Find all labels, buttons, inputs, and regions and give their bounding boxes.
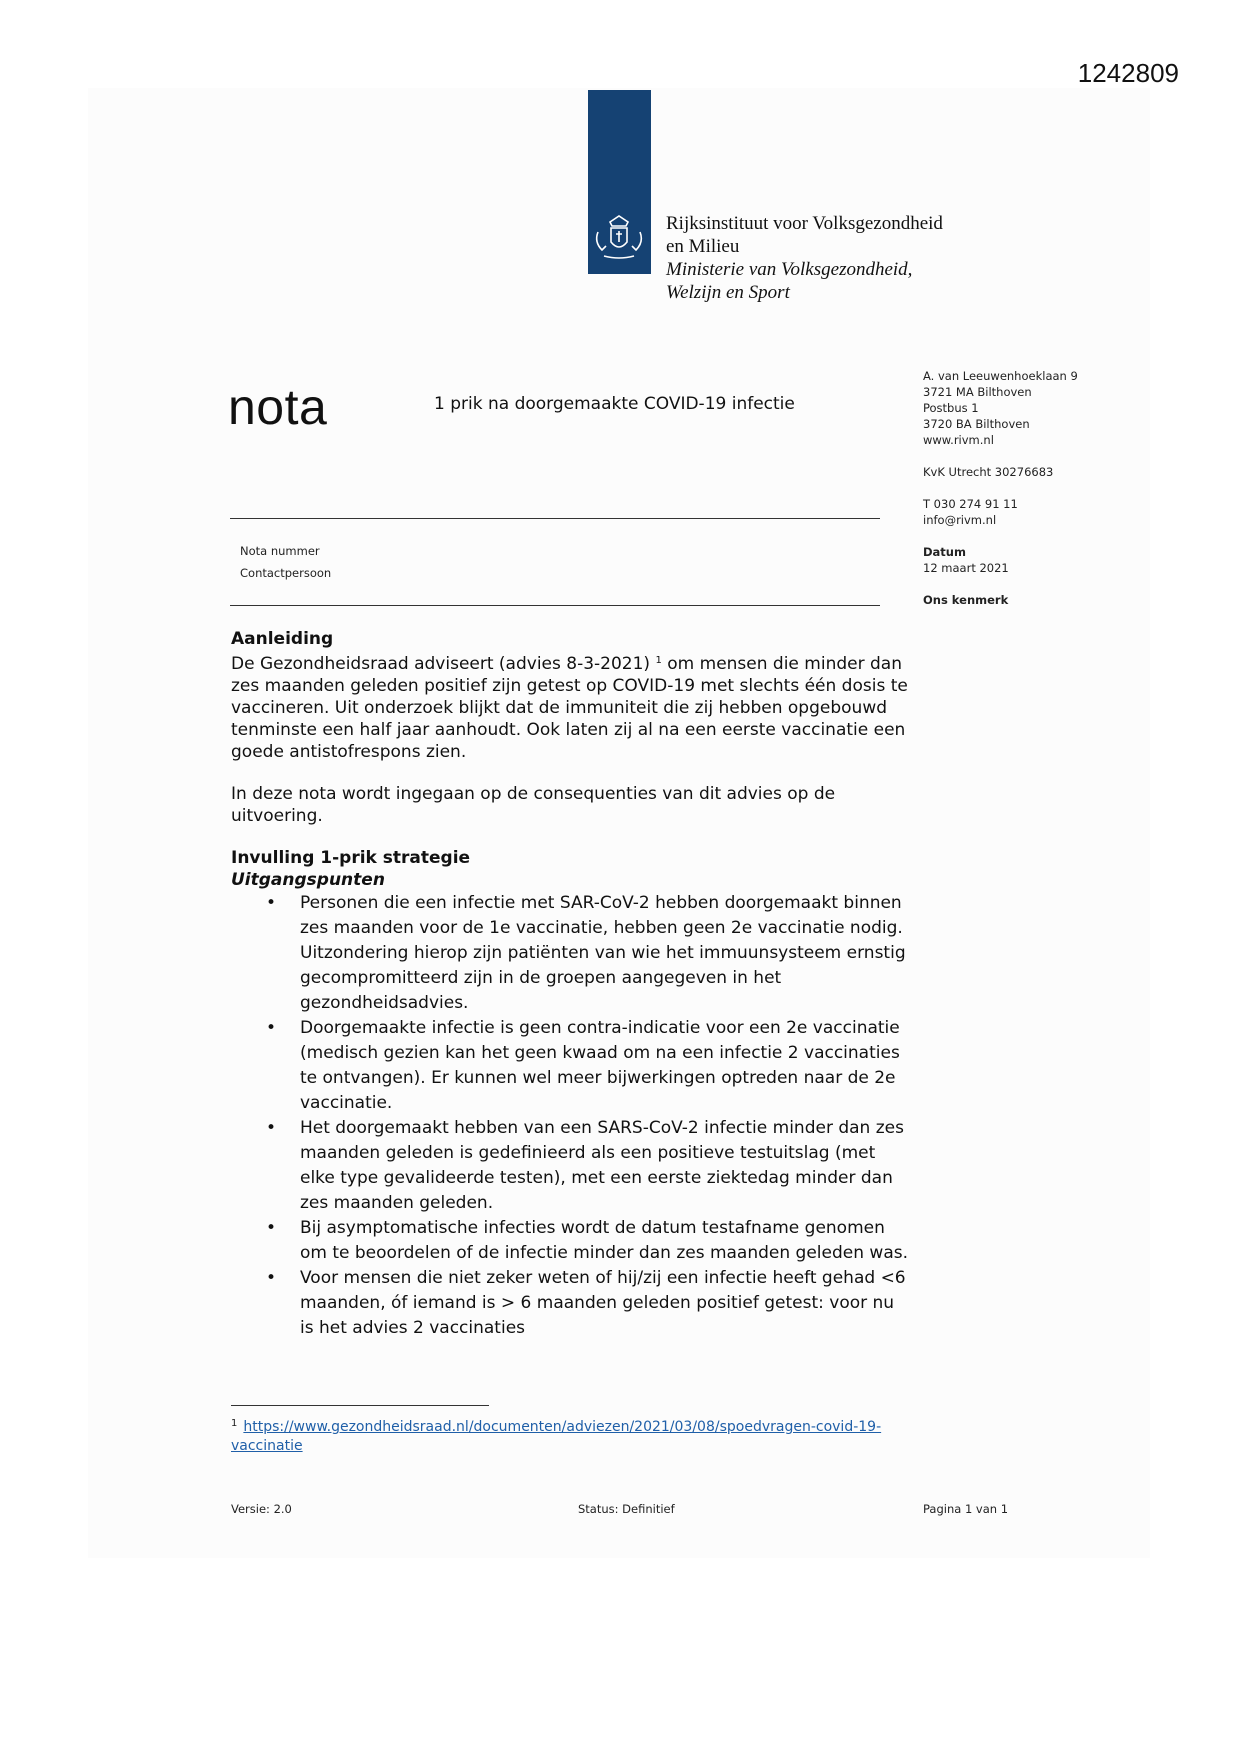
- crest-icon: [590, 212, 648, 262]
- nota-title: 1 prik na doorgemaakte COVID-19 infectie: [434, 394, 795, 414]
- list-item: • Het doorgemaakt hebben van een SARS-CoV-2 infectie minder dan zes maanden geleden is gedefinieerd als een positieve testuitslag (met elke type gevalideerde testen), met een eerste ziektedag minder dan zes maanden geleden.: [300, 1116, 911, 1216]
- organization-name-line1: Rijksinstituut voor Volksgezondheid: [666, 213, 943, 234]
- list-item: • Voor mensen die niet zeker weten of hij/zij een infectie heeft gehad <6 maanden, óf iemand is > 6 maanden geleden positief getest: voor nu is het advies 2 vaccinaties: [300, 1266, 911, 1341]
- footnote-number: 1: [231, 1418, 238, 1429]
- document-id: 1242809: [1077, 58, 1179, 88]
- address-street: A. van Leeuwenhoeklaan 9: [923, 369, 1078, 383]
- body-text: [231, 628, 911, 1341]
- address-postbus: Postbus 1: [923, 401, 979, 415]
- phone-number: T 030 274 91 11: [923, 497, 1018, 511]
- website-link[interactable]: www.rivm.nl: [923, 433, 994, 447]
- list-item: • Bij asymptomatische infecties wordt de datum testafname genomen om te beoordelen of de infectie minder dan zes maanden geleden was.: [300, 1216, 911, 1266]
- footnote-link[interactable]: https://www.gezondheidsraad.nl/documenten/adviezen/2021/03/08/spoedvragen-covid-19-vaccinatie: [231, 1419, 882, 1454]
- footer-status: Status: Definitief: [578, 1502, 675, 1516]
- ministry-name-line1: Ministerie van Volksgezondheid,: [666, 259, 913, 280]
- datum-value: 12 maart 2021: [923, 561, 1009, 575]
- uitgangspunten-list: [231, 891, 911, 1341]
- kenmerk-label: Ons kenmerk: [923, 593, 1009, 607]
- address-postbus-city: 3720 BA Bilthoven: [923, 417, 1030, 431]
- nota-label: nota: [228, 379, 328, 435]
- kvk-number: KvK Utrecht 30276683: [923, 465, 1054, 479]
- footer-page-number: Pagina 1 van 1: [923, 1502, 1009, 1516]
- datum-label: Datum: [923, 545, 966, 559]
- uitgangspunten-heading: Uitgangspunten: [231, 870, 385, 890]
- meta-block: [240, 540, 331, 584]
- nota-nummer-label: Nota nummer: [240, 544, 320, 558]
- ministry-name-line2: Welzijn en Sport: [666, 282, 790, 303]
- list-item: • Personen die een infectie met SAR-CoV-2 hebben doorgemaakt binnen zes maanden voor de 1e vaccinatie, hebben geen 2e vaccinatie nodig. Uitzondering hierop zijn patiënten van wie het immuunsysteem ernstig gecompromitteerd zijn in de groepen aangegeven in het gezondheidsadvies.: [300, 891, 911, 1016]
- organization-name-line2: en Milieu: [666, 236, 740, 257]
- aanleiding-heading: Aanleiding: [231, 629, 334, 649]
- aanleiding-paragraph-1: De Gezondheidsraad adviseert (advies 8-3-2021) $^1$ om mensen die minder dan zes maanden geleden positief zijn getest op COVID-19 met slechts één dosis te vaccineren. Uit onderzoek blijkt dat de immuniteit die zij hebben opgebouwd tenminste een half jaar aanhoudt. Ook laten zij al na een eerste vaccinatie een goede antistofrespons zien.: [231, 654, 908, 762]
- email-link[interactable]: info@rivm.nl: [923, 513, 997, 527]
- sidebar-address: [923, 368, 1078, 608]
- footnote: [231, 1414, 931, 1456]
- contactpersoon-label: Contactpersoon: [240, 566, 332, 580]
- organization-block: [666, 212, 943, 304]
- divider-top: [230, 518, 880, 519]
- footer-version: Versie: 2.0: [231, 1502, 292, 1516]
- address-city: 3721 MA Bilthoven: [923, 385, 1032, 399]
- footnote-reference[interactable]: 1: [655, 655, 662, 666]
- aanleiding-paragraph-2: In deze nota wordt ingegaan op de consequenties van dit advies op de uitvoering.: [231, 784, 836, 826]
- footnote-divider: [231, 1405, 489, 1406]
- list-item: • Doorgemaakte infectie is geen contra-indicatie voor een 2e vaccinatie (medisch gezien kan het geen kwaad om na een infectie 2 vaccinaties te ontvangen). Er kunnen wel meer bijwerkingen optreden naar de 2e vaccinatie.: [300, 1016, 911, 1116]
- invulling-heading: Invulling 1-prik strategie: [231, 848, 471, 868]
- divider-bottom: [230, 605, 880, 606]
